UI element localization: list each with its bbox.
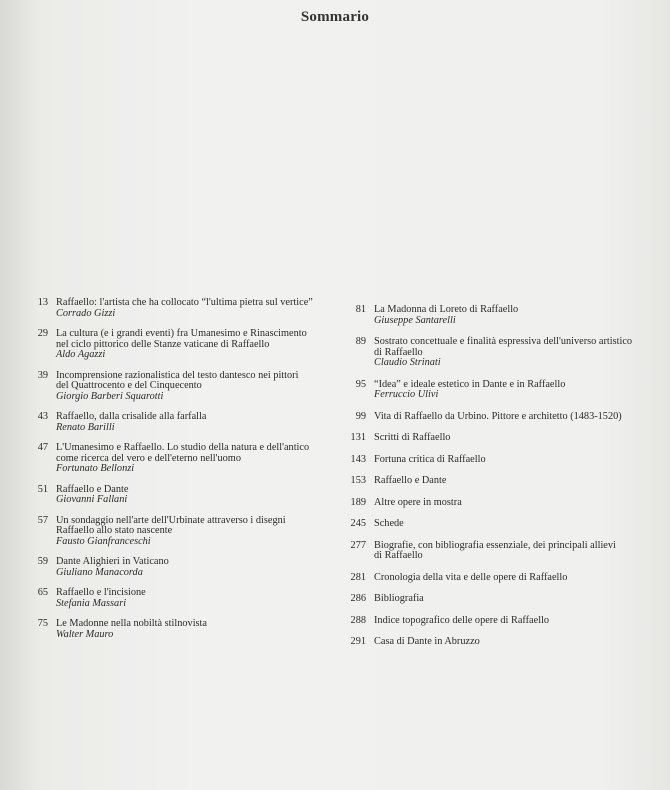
toc-title-line: La Madonna di Loreto di Raffaello (374, 304, 519, 315)
toc-page-number: 29 (37, 328, 48, 339)
toc-page-number: 39 (37, 369, 48, 381)
toc-title-line: Bibliografia (374, 593, 424, 604)
toc-page-number: 189 (350, 496, 366, 508)
toc-title-line: nel ciclo pittorico delle Stanze vaticane di Raffaello (56, 338, 270, 350)
toc-title-line: Raffaello e Dante (374, 475, 447, 486)
page-title: Sommario (300, 9, 370, 25)
toc-entry (18, 619, 333, 640)
toc-page-number: 277 (350, 539, 366, 551)
toc-entry (336, 380, 646, 401)
toc-title-line: Raffaello e Dante (56, 483, 129, 495)
toc-title-line: Raffaello e l'incisione (56, 587, 146, 598)
toc-page-number: 65 (37, 587, 48, 598)
toc-entry (336, 616, 646, 627)
toc-entry (336, 573, 646, 584)
toc-author: Claudio Strinati (374, 357, 441, 368)
toc-page-number: 286 (350, 593, 366, 604)
toc-page-number: 281 (350, 571, 366, 583)
toc-title-line: Schede (374, 518, 404, 529)
toc-left-column (18, 298, 333, 650)
toc-entry (18, 516, 333, 548)
toc-author: Stefania Massari (56, 597, 127, 609)
toc-author: Giuseppe Santarelli (374, 314, 456, 326)
toc-page-number: 75 (37, 618, 48, 629)
toc-page-number: 288 (350, 614, 366, 626)
toc-entry (18, 412, 333, 433)
toc-title-line: La cultura (e i grandi eventi) fra Umanesimo e Rinascimento (56, 328, 307, 339)
toc-entry (336, 412, 646, 423)
toc-entry (18, 371, 333, 403)
toc-author: Fortunato Bellonzi (56, 463, 135, 474)
toc-page-number: 47 (37, 442, 48, 453)
toc-title-line: Un sondaggio nell'arte dell'Urbinate attraverso i disegni (56, 514, 286, 526)
toc-entry (18, 298, 333, 319)
toc-page-number: 95 (355, 378, 366, 390)
toc-title-line: di Raffaello (374, 346, 423, 358)
toc-title-line: Fortuna critica di Raffaello (374, 453, 486, 465)
toc-page-number: 153 (350, 475, 366, 486)
toc-page-number: 143 (350, 453, 366, 465)
toc-entry (336, 455, 646, 466)
toc-page-number: 81 (355, 304, 366, 315)
toc-author: Giuliano Manacorda (56, 566, 143, 578)
toc-title-line: Sostrato concettuale e finalità espressiva dell'universo artistico (374, 336, 633, 347)
toc-right-column (336, 305, 646, 659)
toc-title-line: come ricerca del vero e dell'eterno nell'uomo (56, 452, 241, 464)
toc-title-line: Le Madonne nella nobiltà stilnovista (56, 618, 207, 629)
toc-page-number: 43 (37, 411, 48, 422)
toc-page-number: 245 (350, 518, 366, 529)
toc-entry (336, 541, 646, 562)
toc-author: Walter Mauro (56, 628, 114, 640)
toc-title-line: L'Umanesimo e Raffaello. Lo studio della natura e dell'antico (56, 442, 310, 453)
toc-title-line: di Raffaello (374, 550, 423, 561)
toc-page-number: 99 (355, 410, 366, 422)
toc-title-line: Scritti di Raffaello (374, 432, 451, 443)
toc-title-line: “Idea” e ideale estetico in Dante e in Raffaello (374, 378, 566, 390)
toc-entry (336, 498, 646, 509)
toc-entry (18, 557, 333, 578)
toc-title-line: Raffaello: l'artista che ha collocato “l'ultima pietra sul vertice” (56, 297, 313, 308)
toc-page-number: 89 (355, 336, 366, 347)
toc-entry (18, 329, 333, 361)
toc-page-number: 51 (37, 483, 48, 495)
toc-author: Renato Barilli (56, 421, 115, 433)
toc-title-line: Dante Alighieri in Vaticano (56, 556, 169, 567)
toc-page-number: 59 (37, 556, 48, 567)
toc-entry (336, 305, 646, 326)
toc-title-line: Biografie, con bibliografia essenziale, dei principali allievi (374, 539, 616, 551)
toc-author: Corrado Gizzi (56, 307, 116, 319)
toc-title-line: Indice topografico delle opere di Raffaello (374, 614, 550, 626)
toc-title-line: Cronologia della vita e delle opere di Raffaello (374, 571, 568, 583)
toc-title-line: Altre opere in mostra (374, 496, 462, 508)
toc-author: Aldo Agazzi (56, 349, 106, 360)
toc-page-number: 13 (37, 297, 48, 308)
toc-title-line: Incomprensione razionalistica del testo dantesco nei pittori (56, 369, 299, 381)
toc-title-line: Raffaello allo stato nascente (56, 525, 173, 536)
toc-entry (336, 519, 646, 530)
toc-entry (18, 588, 333, 609)
toc-author: Giovanni Fallani (56, 494, 128, 505)
toc-title-line: Vita di Raffaello da Urbino. Pittore e architetto (1483-1520) (374, 410, 622, 422)
toc-entry (336, 476, 646, 487)
toc-title-line: Casa di Dante in Abruzzo (374, 636, 480, 647)
toc-entry (18, 443, 333, 475)
toc-page-number: 131 (350, 432, 366, 443)
toc-author: Fausto Gianfranceschi (56, 535, 151, 547)
toc-entry (336, 637, 646, 648)
toc-title-line: Raffaello, dalla crisalide alla farfalla (56, 411, 207, 422)
toc-title-line: del Quattrocento e del Cinquecento (56, 380, 202, 391)
toc-entry (336, 594, 646, 605)
toc-author: Giorgio Barberi Squarotti (56, 390, 164, 402)
toc-page-number: 291 (350, 636, 366, 647)
toc-entry (336, 337, 646, 369)
toc-entry (336, 433, 646, 444)
toc-author: Ferruccio Ulivi (374, 389, 439, 400)
toc-entry (18, 485, 333, 506)
toc-page-number: 57 (37, 514, 48, 526)
